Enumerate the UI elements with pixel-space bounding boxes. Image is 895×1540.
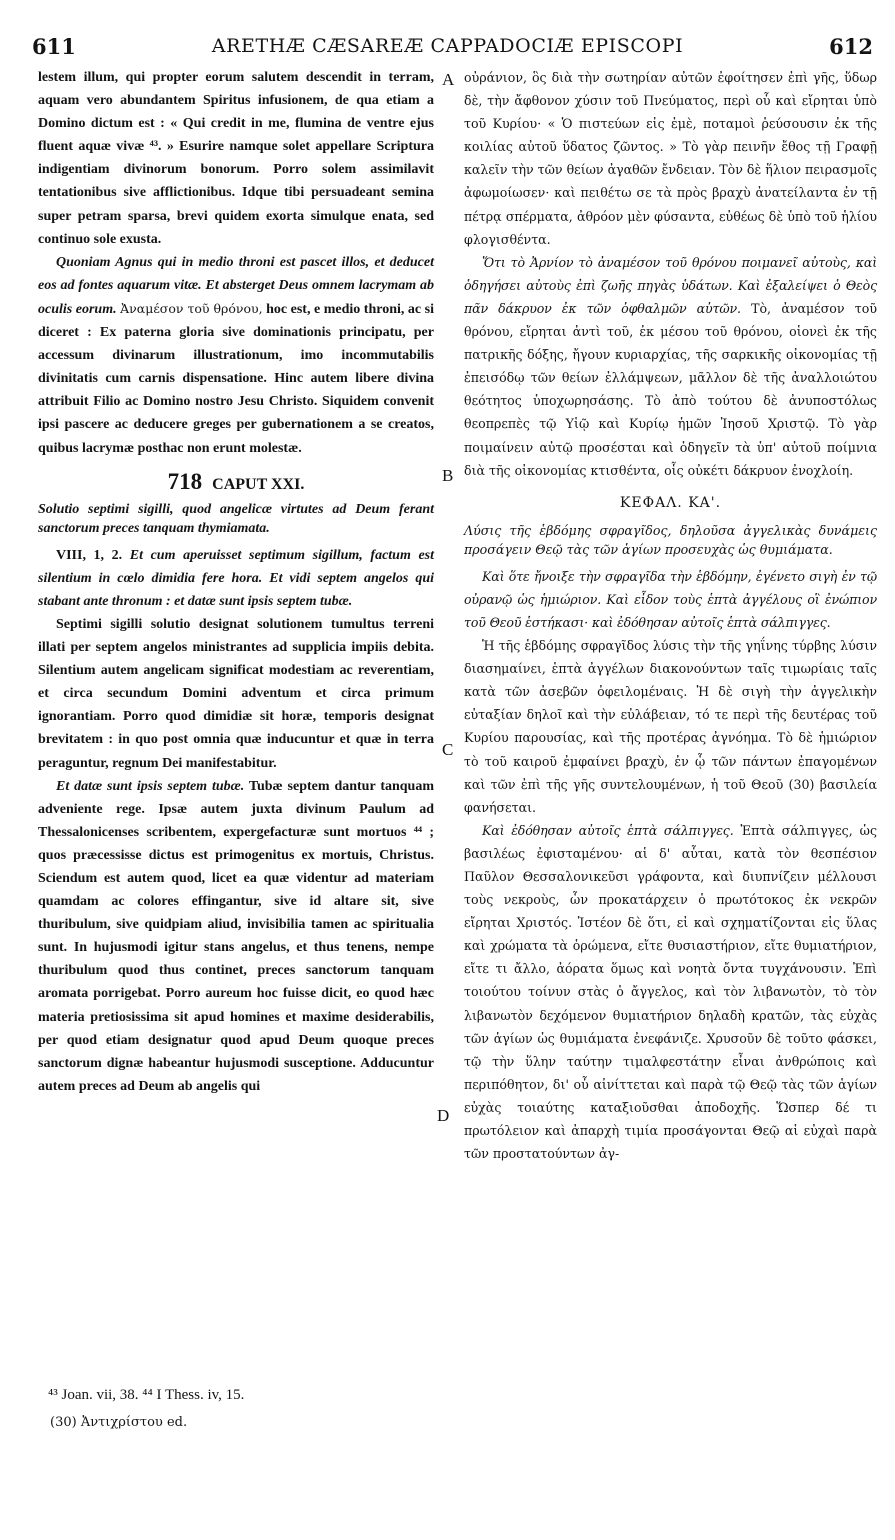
greek-scripture-quote: Ὅτι τὸ Ἀρνίον τὸ ἀναμέσον τοῦ θρόνου ποιμανεῖ αὐτοὺς, καὶ ὁδηγήσει αὐτοὺς ἐπὶ ζωῆς πηγὰς ὑδάτων. Καὶ ἐξαλείψει ὁ Θεὸς πᾶν δάκρυον ἐκ τῶν ὀφθαλμῶν αὐτῶν. [464,254,877,316]
latin-chapter-heading [38,470,434,496]
greek-paragraph-2 [464,251,877,482]
verse-reference: VIII, 1, 2. [56,547,123,563]
margin-letter-b: B [442,466,454,485]
margin-letter-a: A [442,70,455,89]
greek-lemma-salpinges: Καὶ ἐδόθησαν αὐτοῖς ἑπτὰ σάλπιγγες. [482,822,734,838]
latin-paragraph-5 [38,775,434,1098]
greek-paragraph-5 [464,819,877,1165]
page-number-right: 612 [829,34,873,59]
margin-letter-c: C [442,740,454,759]
footnote-references: ⁴³ Joan. vii, 38. ⁴⁴ I Thess. iv, 15. [48,1387,245,1403]
greek-chapter-heading: ΚΕΦΑΛ. ΚΑ'. [619,494,722,511]
latin-commentary-tubae: Tubæ septem dantur tanquam adveniente rege. Ipsæ autem juxta divinum Paulum ad Thessalonicenses scribentem, expergefacturæ sunt mortuos ⁴⁴ ; quos præcessisse dictus est primogenitus ex mortuis, Christus. Sciendum est autem quod, licet ea quæ videntur ad materiam quamdam ac colores effingantur, sive id altare sit, sive thuribulum, sive quidpiam aliud, invisibilia tamen ac spiritualia sunt. In hujusmodi igitur stans angelus, et thus tenens, nempe thuribulum quod thus continet, preces sanctorum tanquam aromata porrigebat. Porro aureum hoc fuisse dicit, eo quod hæc materia pretiosissima sit apud homines et maxime desiderabilis, per quod etiam designatur quod apud Deum quoque preces sanctorum dignæ habeantur hujusmodi susceptione. Adducuntur autem preces ad Deum ab angelis qui [38,778,435,1094]
greek-paragraph-4: Ἡ τῆς ἑβδόμης σφραγῖδος λύσις τὴν τῆς γηΐνης τύρβης λύσιν διασημαίνει, ἑπτὰ ἀγγέλων διακονούντων ταῖς τιμωρίαις ταῖς κατὰ τῶν ἀσεβῶν ὀφειλομέναις. Ἡ δὲ σιγὴ τὴν ἀγγελικὴν εὐταξίαν δηλοῖ καὶ τὴν εὐλάβειαν, τό τε περὶ τῆς δευτέρας τοῦ Κυρίου παρουσίας, καὶ τῆς προτέρας ἀγνόημα. Τὸ δὲ ἡμιώριον τὸ τοῦ καιροῦ ἐμφαίνει βραχὺ, ἐν ᾧ τῶν πάντων ἐπαγομένων καὶ τῶν ἐπὶ τῆς γῆς συντελουμένων, ἡ τοῦ Θεοῦ (30) βασιλεία φανήσεται. [464,638,877,815]
latin-chapter-title: CAPUT XXI. [212,475,305,493]
greek-commentary: Τὸ, ἀναμέσον τοῦ θρόνου, εἴρηται ἀντὶ τοῦ, ἐκ μέσου τοῦ θρόνου, οἱονεὶ ἐκ τῆς πατρικῆς δόξης, ἤγουν κυριαρχίας, τῆς σαρκικῆς οἰκονομίας τῇ ἐπεισόδῳ τῶν θείων ἐλλάμψεων, μᾶλλον δὲ τῆς ἀναλλοιώτου θεότητος ὑποχωρησάσης. Τὸ ἀπὸ τούτου δὲ ἀνυποστόλως θεοπρεπὲς τῷ Υἱῷ καὶ Κυρίῳ ἡμῶν Ἰησοῦ Χριστῷ. Τὸ γὰρ ποιμαίνειν αὐτῷ προσέσται καὶ ὁδηγεῖν τὰ ὑπ' αὐτοῦ ποίμνια διὰ τῆς οἰκονομίας κτισθέντα, οἷς οὐκέτι δάκρυον ἐνοχλοίη. [464,300,877,478]
latin-paragraph-3 [38,544,434,613]
latin-chapter-summary: Solutio septimi sigilli, quod angelicæ virtutes ad Deum ferant sanctorum preces tanquam thymiamata. [38,501,434,536]
greek-lemma: Ἀναμέσον τοῦ θρόνου, [120,300,263,316]
margin-letter-d: D [437,1106,450,1125]
greek-verse-quote: Καὶ ὅτε ἤνοιξε τὴν σφραγῖδα τὴν ἑβδόμην, ἐγένετο σιγὴ ἐν τῷ οὐρανῷ ὡς ἡμιώριον. Καὶ εἶδον τοὺς ἑπτὰ ἀγγέλους οἳ ἐνώπιον τοῦ Θεοῦ ἑστήκασι· καὶ ἐδόθησαν αὐτοῖς ἑπτὰ σάλπιγγες. [464,568,877,630]
greek-paragraph-1: οὐράνιον, ὃς διὰ τὴν σωτηρίαν αὐτῶν ἐφοίτησεν ἐπὶ γῆς, ὕδωρ δὲ, τὴν ἄφθονον χύσιν τοῦ Πνεύματος, περὶ οὗ καὶ εἴρηται ὑπὸ τοῦ Κυρίου· « Ὁ πιστεύων εἰς ἐμὲ, ποταμοὶ ῥεύσουσιν ἐκ τῆς κοιλίας αὐτοῦ ὕδατος ζῶντος. » Τὸ γὰρ πεινῆν ἔθος τῇ Γραφῇ καλεῖν τὴν τῶν θείων ἀγαθῶν ἔνδειαν. Τὸν δὲ ἥλιον πειρασμοῖς ἀφωμοίωσεν· καὶ πειθέτω σε τὰ πρὸς βραχὺ ἀνατείλαντα ἐν τῇ πέτρᾳ σπέρματα, ἀθρόον μὲν φύσαντα, εὐθέως δὲ ὑπὸ τοῦ ἡλίου φλογισθέντα. [464,70,877,247]
latin-commentary: hoc est, e medio throni, ac si diceret : Ex paterna gloria sive dominationis principatu, per accessum divinarum illustrationum, imo incommutabilis divinitatis cum carnis dispensatione. Hinc autem libere divina attribuit Filio ac Domino nostro Jesu Christo. Siquidem convenit ipsi pascere ac deducere greges per gubernationem a se creatos, quibus lacrymæ posthac non erunt molestæ. [38,301,434,456]
latin-scripture-quote: Quoniam Agnus qui in medio throni est pascet illos, et deducet eos ad fontes aquarum vitæ. Et absterget Deus omnem lacrymam ab oculis eorum. [38,254,434,317]
greek-commentary-salpinges: Ἑπτὰ σάλπιγγες, ὡς βασιλέως ἐφισταμένου· αἱ δ' αὗται, κατὰ τὸν θεσπέσιον Παῦλον Θεσσαλονικεῦσι γράφοντα, καὶ διυπνίζειν μέλλουσι τοὺς νεκροὺς, ὧν προκατάρχειν ὁ πρωτότοκος ἐκ νεκρῶν εἴρηται Χριστός. Ἰστέον δὲ ὅτι, εἰ καὶ σχηματίζονται εἰς ὕλας καὶ χρώματα τὰ ὁρώμενα, εἴτε θυσιαστήριον, εἴτε θυμιατήριον, εἴτε τι ἄλλο, ἀόρατα ὅμως καὶ νοητὰ ὄντα τυγχάνουσιν. Ἐπὶ τοιούτου τοίνυν στὰς ὁ ἄγγελος, καὶ τὸν λιβανωτὸν, τὸ τὸν λιβανωτὸν δεχόμενον θυμιατήριον δηλαδὴ κρατῶν, τὰς εὐχὰς τῶν ἁγίων ὡς θυμιάματα ἐνεφάνιζε. Χρυσοῦν δὲ τοῦτο φάσκει, τῷ τὴν ὕλην ταύτην τιμαλφεστάτην εἶναι ἀνθρώποις καὶ περιπόθητον, δι' οὗ αἰνίττεται καὶ παρὰ τῷ Θεῷ τὰς τῶν ἁγίων εὐχὰς τοιαύτης καταξιοῦσθαι ἀποδοχῆς. Ὥσπερ δέ τι πρωτόλειον καὶ ἀπαρχὴ τιμία προσάγονται Θεῷ αἱ εὐχαὶ παρὰ τῶν προστατούντων ἀγ- [464,822,877,1162]
latin-paragraph-4: Septimi sigilli solutio designat solutionem tumultus terreni illati per septem angelos ministrantes ad supplicia impiis debita. Silentium autem angelicam significat modestiam ac reverentiam, et circa secundum Domini adventum et circa primum ignorantiam. Porro quod dimidiæ sit horæ, temporis designat brevitatem : in quo post omnia quæ inducuntur et quæ in terra peraguntur, regnum Dei manifestabitur. [38,616,434,771]
latin-column [38,66,434,1098]
greek-column [464,66,877,1165]
latin-paragraph-2 [38,251,434,460]
page-number-left: 611 [32,34,76,59]
latin-paragraph-1: lestem illum, qui propter eorum salutem descendit in terram, aquam vero abundantem Spiritus infusionem, de qua etiam a Domino dictum est : « Qui credit in me, flumina de ventre ejus fluent aquæ vivæ ⁴³. » Esurire namque solet appellare Scriptura indigentiam divinorum bonorum. Porro solem assimilavit tentationibus sive afflictionibus. Idque tibi persuadeant semina super petram sparsa, brevi quidem exorta simulque enata, sed continuo sole exusta. [38,70,434,247]
column-number: 718 [167,468,203,494]
page-header [0,34,895,60]
latin-lemma-tubae: Et datæ sunt ipsis septem tubæ. [56,778,245,794]
footnote-variant: (30) Ἀντιχρίστου ed. [50,1415,188,1430]
latin-verse-quote: Et cum aperuisset septimum sigillum, factum est silentium in cœlo dimidia fere hora. Et vidi septem angelos qui stabant ante thronum : et datæ sunt ipsis septem tubæ. [38,547,434,609]
greek-chapter-summary: Λύσις τῆς ἑβδόμης σφραγῖδος, δηλοῦσα ἀγγελικὰς δυνάμεις προσάγειν Θεῷ τὰς τῶν ἁγίων προσευχὰς ὡς θυμιάματα. [464,522,877,557]
running-title: ARETHÆ CÆSAREÆ CAPPADOCIÆ EPISCOPI [211,35,684,57]
